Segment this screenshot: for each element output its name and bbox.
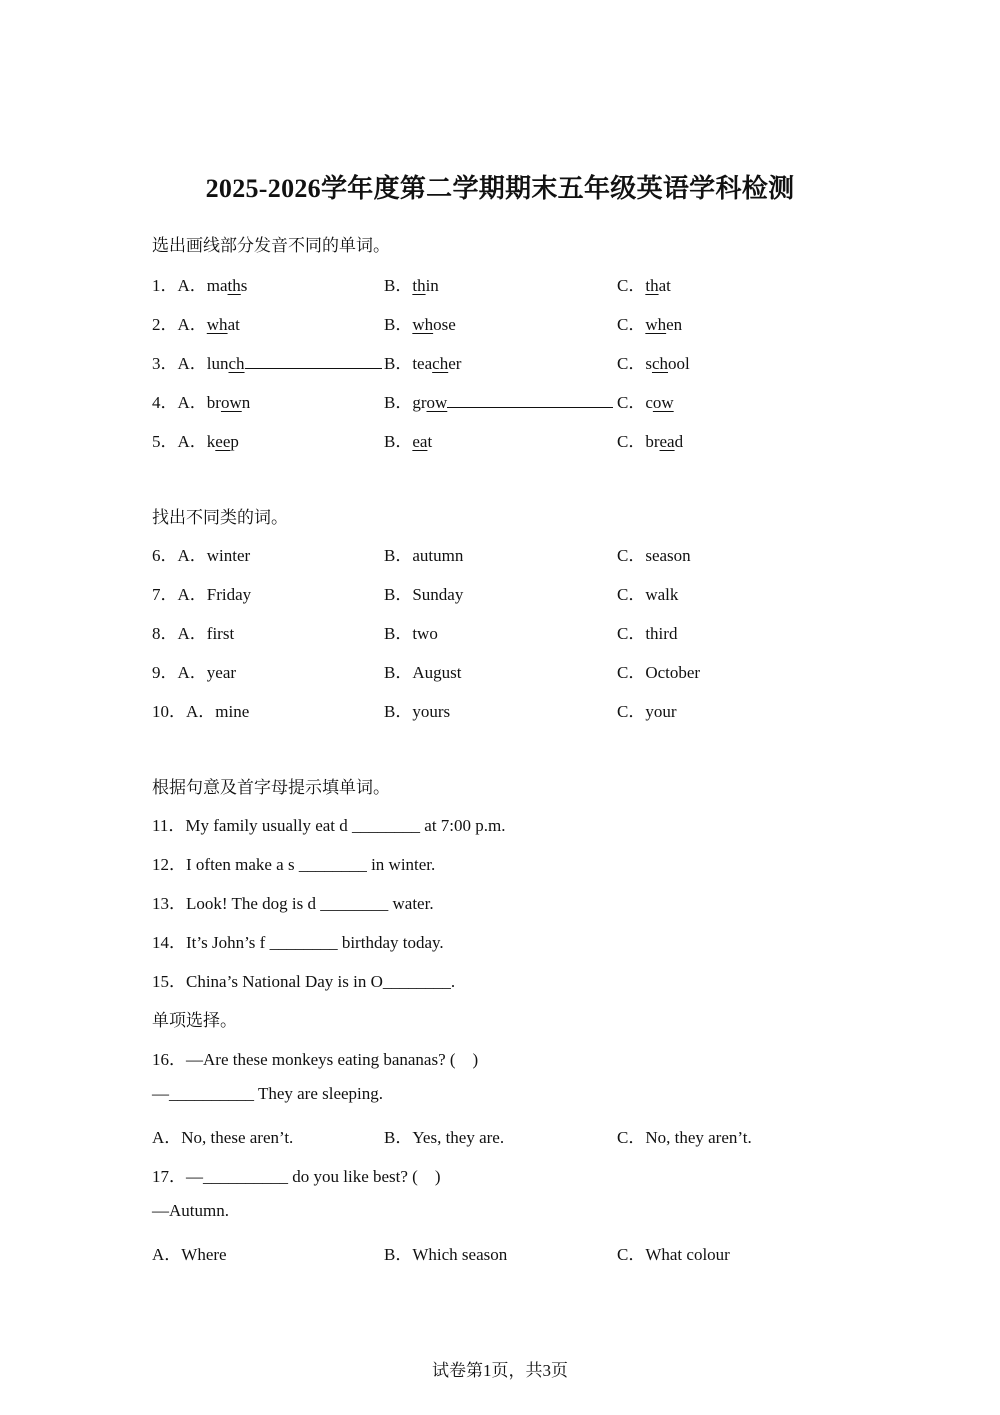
option-a: A．Where — [152, 1245, 227, 1264]
option-c: C．school — [617, 354, 690, 373]
question-row — [0, 427, 1000, 451]
section-heading-odd-one-out: 找出不同类的词。 — [152, 508, 288, 528]
fill-item: 13．Look! The dog is d ________ water. — [152, 894, 434, 913]
question-stem: 17．—__________ do you like best? ( ) — [152, 1167, 441, 1186]
option-c: C．third — [617, 624, 678, 643]
option-b: B．two — [384, 624, 438, 643]
choice-row — [0, 1240, 1000, 1264]
fill-item: 11．My family usually eat d ________ at 7:00 p.m. — [152, 816, 506, 835]
option-c: C．What colour — [617, 1245, 730, 1264]
question-stem: 16．—Are these monkeys eating bananas? ( ) — [152, 1050, 479, 1069]
option-b: B．Yes, they are. — [384, 1128, 505, 1147]
option-a: 5．A．keep — [152, 432, 239, 451]
option-b: B．teacher — [384, 354, 462, 373]
section-heading-fill-in: 根据句意及首字母提示填单词。 — [152, 778, 390, 798]
question-line: —__________ They are sleeping. — [152, 1084, 384, 1103]
option-b: B．eat — [384, 432, 433, 451]
option-c: C．No, they aren’t. — [617, 1128, 752, 1147]
option-a: 9．A．year — [152, 663, 237, 682]
fill-item: 14．It’s John’s f ________ birthday today. — [152, 933, 444, 952]
option-c: C．October — [617, 663, 701, 682]
option-a: 10．A．mine — [152, 702, 250, 721]
option-b: B．whose — [384, 315, 456, 334]
option-b: B．thin — [384, 276, 439, 295]
question-row — [0, 580, 1000, 604]
option-a: 2．A．what — [152, 315, 240, 334]
question-row — [0, 271, 1000, 295]
fill-item: 15．China’s National Day is in O________. — [152, 972, 456, 991]
page-footer: 试卷第1页，共3页 — [432, 1361, 568, 1380]
option-a: 4．A．brown — [152, 393, 251, 412]
question-row — [0, 619, 1000, 643]
option-a: 8．A．first — [152, 624, 235, 643]
option-c: C．walk — [617, 585, 679, 604]
question-row — [0, 658, 1000, 682]
option-a: A．No, these aren’t. — [152, 1128, 294, 1147]
question-line: —Autumn. — [152, 1201, 229, 1220]
question-row — [0, 349, 1000, 373]
option-a: 1．A．maths — [152, 276, 248, 295]
question-row — [0, 541, 1000, 565]
option-b: B．August — [384, 663, 462, 682]
question-row — [0, 697, 1000, 721]
option-c: C．that — [617, 276, 671, 295]
option-b: B．autumn — [384, 546, 464, 565]
section-heading-multiple-choice: 单项选择。 — [152, 1011, 237, 1031]
option-a: 7．A．Friday — [152, 585, 252, 604]
option-c: C．bread — [617, 432, 684, 451]
option-b: B．Sunday — [384, 585, 464, 604]
question-row — [0, 310, 1000, 334]
option-a: 3．A．lunch — [152, 349, 382, 374]
option-b: B．yours — [384, 702, 451, 721]
section-heading-pronunciation: 选出画线部分发音不同的单词。 — [152, 236, 390, 256]
option-a: 6．A．winter — [152, 546, 251, 565]
option-c: C．when — [617, 315, 683, 334]
page-title: 2025-2026学年度第二学期期末五年级英语学科检测 — [205, 174, 795, 203]
option-b: B．Which season — [384, 1245, 508, 1264]
question-row — [0, 388, 1000, 412]
fill-item: 12．I often make a s ________ in winter. — [152, 855, 436, 874]
choice-row — [0, 1123, 1000, 1147]
option-b: B．grow — [384, 388, 613, 413]
option-c: C．season — [617, 546, 691, 565]
option-c: C．your — [617, 702, 677, 721]
option-c: C．cow — [617, 393, 674, 412]
